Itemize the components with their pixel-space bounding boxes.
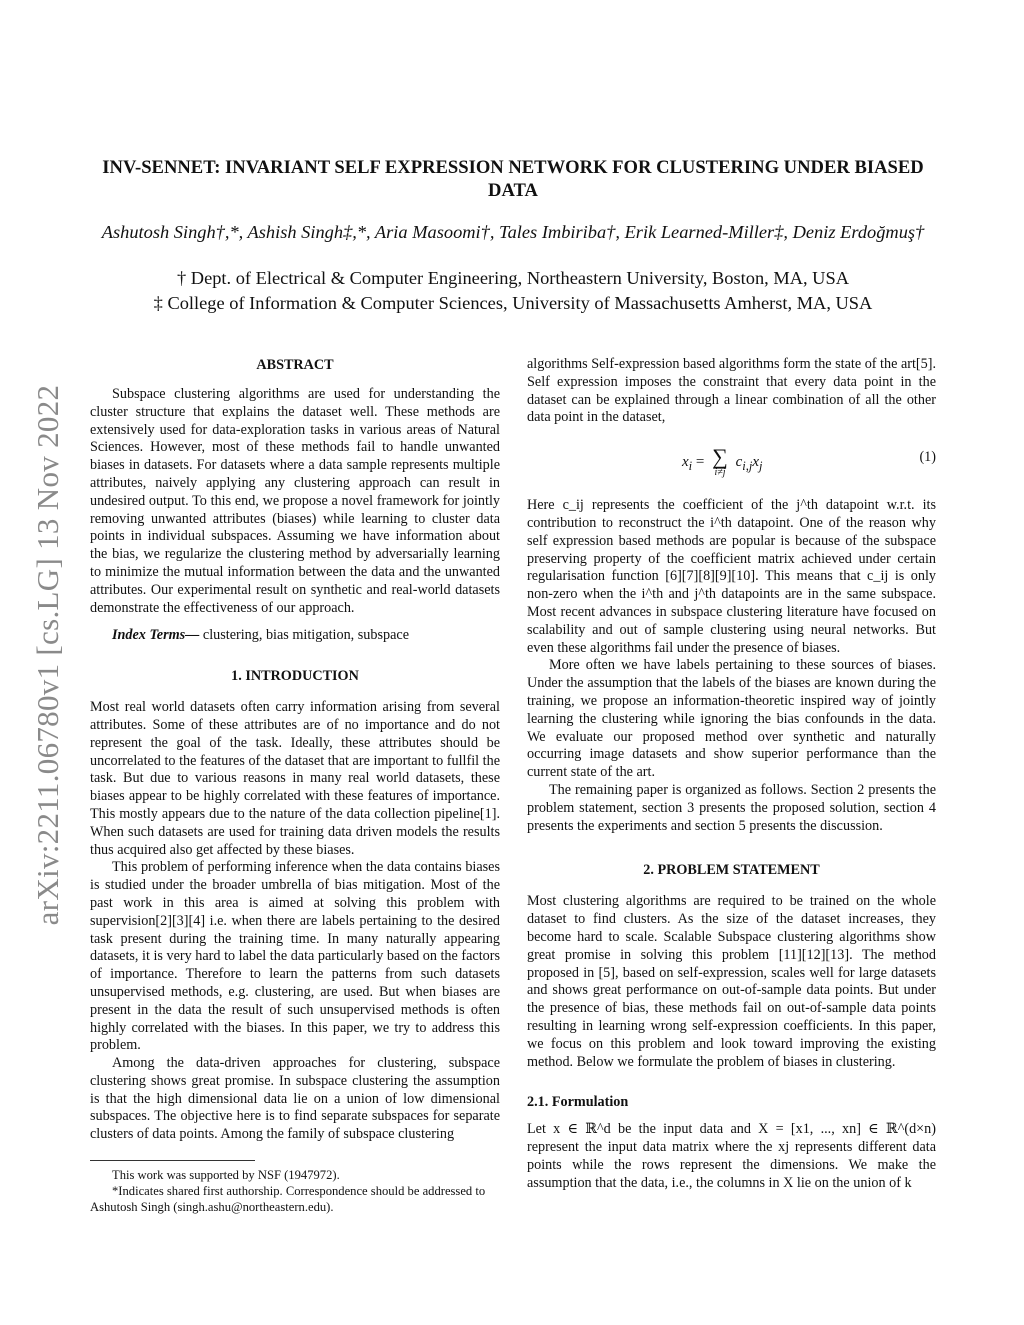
- formulation-paragraph: Let x ∈ ℝ^d be the input data and X = [x1, ..., xn] ∈ ℝ^(d×n) represent the input data matrix where the xj represents different data points while the rows represent the dimensions. We make the assumption that the data, i.e., the columns in X lie on the union of k: [527, 1121, 936, 1191]
- equation-formula: $x_i$ = ∑ i≠j $c_{i,j}x_j$: [682, 444, 763, 479]
- footnote-rule: [90, 1160, 255, 1161]
- footnote-authorship: *Indicates shared first authorship. Correspondence should be addressed to Ashutosh Singh (singh.ashu@northeastern.edu).: [90, 1184, 486, 1214]
- problem-paragraph-1: Most clustering algorithms are required to be trained on the whole dataset to find clusters. As the size of the dataset increases, they become hard to scale. Scalable Subspace clustering algorithms show great promise in solving this problem [11][12][13]. The method proposed in [5], based on self-expression, scales well for large datasets and shows great performance on out-of-sample data points. But under the presence of bias, these methods fail on out-of-sample data points resulting in learning wrong self-expression coefficients. In this paper, we focus on this problem and look toward improving the existing method. Below we formulate the problem of biases in clustering.: [527, 893, 936, 1070]
- affiliation-umass: ‡ College of Information & Computer Sciences, University of Massachusetts Amherst, MA, USA: [153, 293, 873, 313]
- equation-1: [527, 441, 936, 487]
- affiliation-northeastern: † Dept. of Electrical & Computer Engineering, Northeastern University, Boston, MA, USA: [177, 268, 849, 288]
- index-terms: [90, 627, 500, 645]
- intro-heading: 1. INTRODUCTION: [231, 668, 359, 685]
- arxiv-sidebar: [28, 345, 68, 965]
- intro-paragraph-3: Among the data-driven approaches for clustering, subspace clustering shows great promise. In subspace clustering the assumption is that the high dimensional data lie on a union of low dimensional subspaces. The objective here is to find separate subspaces for separate clusters of data points. Among the family of subspace clustering: [90, 1055, 500, 1143]
- intro-paragraph-1: Most real world datasets often carry information arising from several attributes. Some of these attributes are of no importance and do not represent the goal of the task. Ideally, these attributes should be uncorrelated to the features of the dataset that are important to fullfil the task. But due to various reasons in many real world datasets, these biases appear to be highly correlated with these features of importance. This mostly appears due to the nature of the data collection pipeline[1]. When such datasets are used for training data driven models the results thus acquired also get affected by these biases.: [90, 699, 500, 858]
- paper-title: INV-SENNET: INVARIANT SELF EXPRESSION NETWORK FOR CLUSTERING UNDER BIASED DATA: [102, 157, 924, 201]
- intro-paragraph-6: More often we have labels pertaining to these sources of biases. Under the assumption that the labels of the biases are known during the training, we propose an information-theoretic inspired way of jointly learning the clustering while ignoring the bias confounds in the data. We evaluate our proposed method over synthetic and naturally occurring image datasets and show superior performance than the current state of the art.: [527, 657, 936, 781]
- right-column: [527, 356, 936, 1192]
- formulation-heading: 2.1. Formulation: [527, 1094, 629, 1111]
- affiliations: [90, 266, 936, 316]
- intro-paragraph-4: algorithms Self-expression based algorithms form the state of the art[5]. Self expression imposes the constraint that every data point in the dataset can be explained through a linear combination of all the other data point in the dataset,: [527, 356, 936, 426]
- problem-heading: 2. PROBLEM STATEMENT: [643, 862, 820, 879]
- footnotes: [90, 1160, 500, 1215]
- intro-paragraph-7: The remaining paper is organized as follows. Section 2 presents the problem statement, section 3 presents the proposed solution, section 4 presents the experiments and section 5 presents the discussion.: [527, 781, 936, 834]
- author-list: Ashutosh Singh†,*, Ashish Singh‡,*, Aria Masoomi†, Tales Imbiriba†, Erik Learned-Miller‡, Deniz Erdoğmuş†: [101, 222, 925, 242]
- sum-symbol: ∑ i≠j: [712, 444, 728, 479]
- equation-number: (1): [919, 449, 936, 466]
- index-terms-values: clustering, bias mitigation, subspace: [202, 627, 409, 644]
- footnote-funding: This work was supported by NSF (1947972).: [112, 1168, 340, 1182]
- arxiv-identifier: arXiv:2211.06780v1 [cs.LG] 13 Nov 2022: [30, 384, 65, 926]
- left-column: [90, 356, 500, 1144]
- index-terms-label: Index Terms—: [112, 627, 200, 644]
- intro-paragraph-2: This problem of performing inference when the data contains biases is studied under the broader umbrella of bias mitigation. Most of the past work in this area is aimed at solving this problem with supervision[2][3][4] i.e. when there are labels pertaining to the desired task present during the training time. In many naturally appearing datasets, it is very hard to label the data particularly based on the factors of importance. Therefore to learn the patterns from such datasets unsupervised methods, e.g. clustering, are used. But when biases are present in the data the result of such unsupervised methods is often highly correlated with the biases. In this paper, we try to address this problem.: [90, 859, 500, 1054]
- intro-paragraph-5: Here c_ij represents the coefficient of the j^th datapoint w.r.t. its contribution to reconstruct the i^th datapoint. One of the reason why self expression based methods are popular is because of the subspace preserving property of the coefficient matrix achieved under certain regularisation function [6][7][8][9][10]. This means that c_ij is only non-zero when the i^th and j^th datapoints are in the same subspace. Most recent advances in subspace clustering literature have focused on scalability and out of sample clustering using neural networks. But even these algorithms fail under the presence of biases.: [527, 497, 936, 656]
- abstract-heading: ABSTRACT: [256, 357, 334, 373]
- abstract-text: Subspace clustering algorithms are used for understanding the cluster structure that explains the dataset well. These methods are extensively used for data-exploration tasks in various areas of Natural Sciences. However, most of these methods fail to handle unwanted biases in datasets. For datasets where a data sample represents multiple attributes, naively applying any clustering approach can result in undesired output. To this end, we propose a novel framework for jointly removing unwanted attributes (biases) while learning to cluster data points in individual subspaces. Assuming we have information about the bias, we regularize the clustering method by adversarially learning to minimize the mutual information between the data and the unwanted attributes. Our experimental result on synthetic and real-world datasets demonstrate the effectiveness of our approach.: [90, 386, 500, 616]
